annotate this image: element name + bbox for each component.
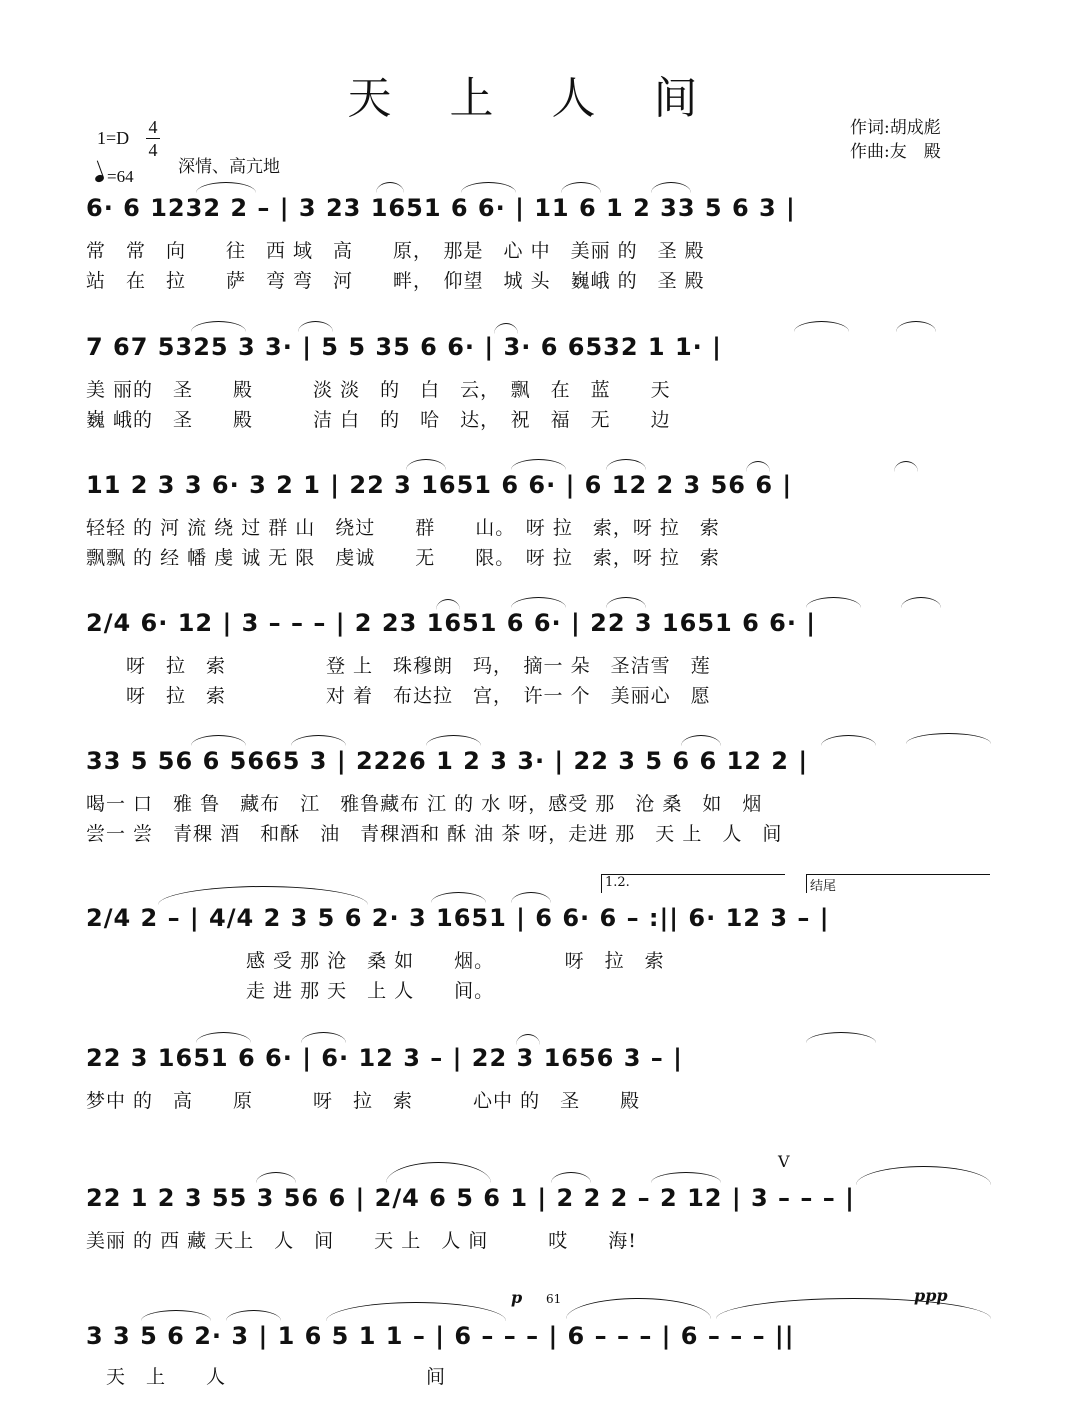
score-system-2 — [86, 327, 991, 437]
notation-line: 2/4 6· 12 | 3 – – – | 2 23 1651 6 6· | 22 3 1651 6 6· | — [86, 609, 817, 637]
notation-line: 11 2 3 3 6· 3 2 1 | 22 3 1651 6 6· | 6 12 2 3 56 6 | — [86, 471, 793, 499]
score-system-5 — [86, 741, 991, 851]
score-system-6 — [86, 875, 991, 1008]
lyrics-verse-2: 走 进 那 天 上 人 间。 — [86, 980, 495, 1002]
lyrics-verse-1: 美丽 的 西 藏 天上 人 间 天 上 人 间 哎 海! — [86, 1230, 637, 1252]
fermata-marking: 61 — [546, 1292, 562, 1306]
lyrics-verse-1: 常 常 向 往 西 域 高 原， 那是 心 中 美丽 的 圣 殿 — [86, 240, 705, 262]
notation-line: 3 3 5 6 2· 3 | 1 6 5 1 1 – | 6 – – – | 6 – – – | 6 – – – || — [86, 1322, 795, 1350]
song-title: 天 上 人 间 — [347, 73, 720, 124]
quarter-note-icon — [94, 174, 105, 184]
composer-credit: 作曲:友 殿 — [850, 142, 941, 162]
lyrics-verse-1: 美 丽的 圣 殿 淡 淡 的 白 云， 飘 在 蓝 天 — [86, 379, 671, 401]
tempo-value: =64 — [107, 167, 134, 186]
lyrics-verse-1: 呀 拉 索 登 上 珠穆朗 玛， 摘一 朵 圣洁雪 莲 — [86, 655, 711, 677]
ending-label: 结尾 — [806, 874, 990, 893]
lyrics-verse-1: 梦中 的 高 原 呀 拉 索 心中 的 圣 殿 — [86, 1090, 641, 1112]
expression-marking: 深情、高亢地 — [178, 157, 280, 177]
score-system-7 — [86, 1038, 991, 1118]
time-signature — [146, 116, 160, 161]
score-system-1 — [86, 188, 991, 298]
notation-line: 22 3 1651 6 6· | 6· 12 3 – | 22 3 1656 3 – | — [86, 1044, 683, 1072]
notation-line: 6· 6 1232 2 – | 3 23 1651 6 6· | 11 6 1 2 33 5 6 3 | — [86, 194, 796, 222]
lyrics-verse-1: 喝一 口 雅 鲁 藏布 江 雅鲁藏布 江 的 水 呀，感受 那 沧 桑 如 烟 — [86, 793, 763, 815]
lyrics-verse-2: 尝一 尝 青稞 酒 和酥 油 青稞酒和 酥 油 茶 呀，走进 那 天 上 人 间 — [86, 823, 783, 845]
dynamic-piano: p — [511, 1288, 523, 1307]
dynamic-pianississimo: ppp — [914, 1286, 948, 1305]
lyrics-verse-1: 天 上 人 间 — [86, 1366, 447, 1388]
notation-line: 7 67 5325 3 3· | 5 5 35 6 6· | 3· 6 6532 1 1· | — [86, 333, 722, 361]
lyrics-verse-1: 感 受 那 沧 桑 如 烟。 呀 拉 索 — [86, 950, 665, 972]
tempo-marking — [95, 167, 134, 187]
volta-bracket: 1.2. — [601, 874, 785, 893]
lyricist-credit: 作词:胡成彪 — [850, 118, 941, 138]
score-system-8 — [86, 1152, 991, 1258]
lyrics-verse-2: 站 在 拉 萨 弯 弯 河 畔， 仰望 城 头 巍峨 的 圣 殿 — [86, 270, 705, 292]
time-signature-top: 4 — [148, 117, 158, 137]
notation-line: 22 1 2 3 55 3 56 6 | 2/4 6 5 6 1 | 2 2 2 – 2 12 | 3 – – – | — [86, 1184, 855, 1212]
breath-mark: V — [778, 1152, 790, 1171]
lyrics-verse-2: 飘飘 的 经 幡 虔 诚 无 限 虔诚 无 限。 呀 拉 索，呀 拉 索 — [86, 547, 720, 569]
notation-line: 2/4 2 – | 4/4 2 3 5 6 2· 3 1651 | 6 6· 6 – :|| 6· 12 3 – | — [86, 904, 830, 932]
time-signature-bottom: 4 — [148, 140, 158, 160]
lyrics-verse-2: 呀 拉 索 对 着 布达拉 宫， 许一 个 美丽心 愿 — [86, 685, 711, 707]
key-signature: 1=D — [97, 128, 130, 148]
credits — [850, 116, 941, 164]
lyrics-verse-2: 巍 峨的 圣 殿 洁 白 的 哈 达， 祝 福 无 边 — [86, 409, 671, 431]
score-system-4 — [86, 603, 991, 713]
lyrics-verse-1: 轻轻 的 河 流 绕 过 群 山 绕过 群 山。 呀 拉 索，呀 拉 索 — [86, 517, 720, 539]
score-system-3 — [86, 465, 991, 575]
notation-line: 33 5 56 6 5665 3 | 2226 1 2 3 3· | 22 3 5 6 6 12 2 | — [86, 747, 809, 775]
score-system-9 — [86, 1286, 991, 1396]
